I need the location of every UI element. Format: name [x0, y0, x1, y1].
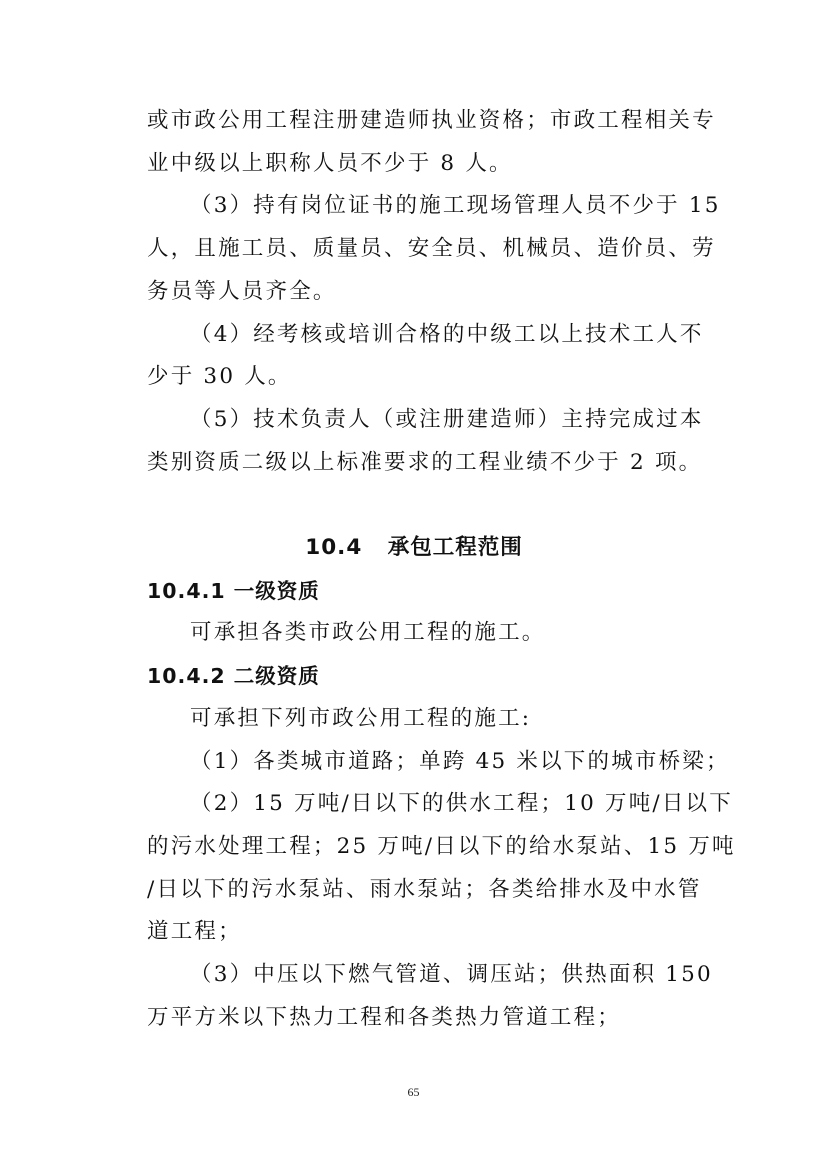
section-heading: 10.4 承包工程范围	[305, 535, 523, 561]
paragraph-line: （3）中压以下燃气管道、调压站；供热面积 150	[190, 962, 713, 988]
paragraph-line: 或市政公用工程注册建造师执业资格；市政工程相关专	[147, 108, 716, 133]
subsection-heading-level2: 10.4.2 二级资质	[147, 664, 320, 689]
page-content	[147, 100, 736, 1039]
paragraph-line: （1）各类城市道路；单跨 45 米以下的城市桥梁；	[190, 748, 730, 774]
paragraph-line: 人，且施工员、质量员、安全员、机械员、造价员、劳	[147, 236, 716, 262]
subsection-text: 可承担各类市政公用工程的施工。	[190, 620, 546, 646]
paragraph-line: 类别资质二级以上标准要求的工程业绩不少于 2 项。	[147, 449, 703, 475]
paragraph-line: （4）经考核或培训合格的中级工以上技术工人不	[190, 321, 704, 347]
page-number: 65	[407, 1085, 420, 1099]
paragraph-line: 少于 30 人。	[147, 364, 292, 390]
paragraph-line: 可承担下列市政公用工程的施工:	[190, 705, 532, 731]
paragraph-line: （5）技术负责人（或注册建造师）主持完成过本	[190, 406, 704, 432]
paragraph-line: /日以下的污水泵站、雨水泵站；各类给排水及中水管	[147, 876, 702, 902]
paragraph-line: 万平方米以下热力工程和各类热力管道工程；	[147, 1004, 622, 1030]
paragraph-line: （3）持有岗位证书的施工现场管理人员不少于 15	[190, 193, 721, 219]
paragraph-line: 务员等人员齐全。	[147, 278, 337, 304]
paragraph-line: 道工程；	[147, 919, 242, 945]
paragraph-line: 的污水处理工程；25 万吨/日以下的给水泵站、15 万吨	[147, 833, 736, 859]
subsection-heading-level1: 10.4.1 一级资质	[147, 578, 320, 603]
paragraph-line: 业中级以上职称人员不少于 8 人。	[147, 150, 513, 176]
paragraph-line: （2）15 万吨/日以下的供水工程；10 万吨/日以下	[190, 791, 733, 817]
